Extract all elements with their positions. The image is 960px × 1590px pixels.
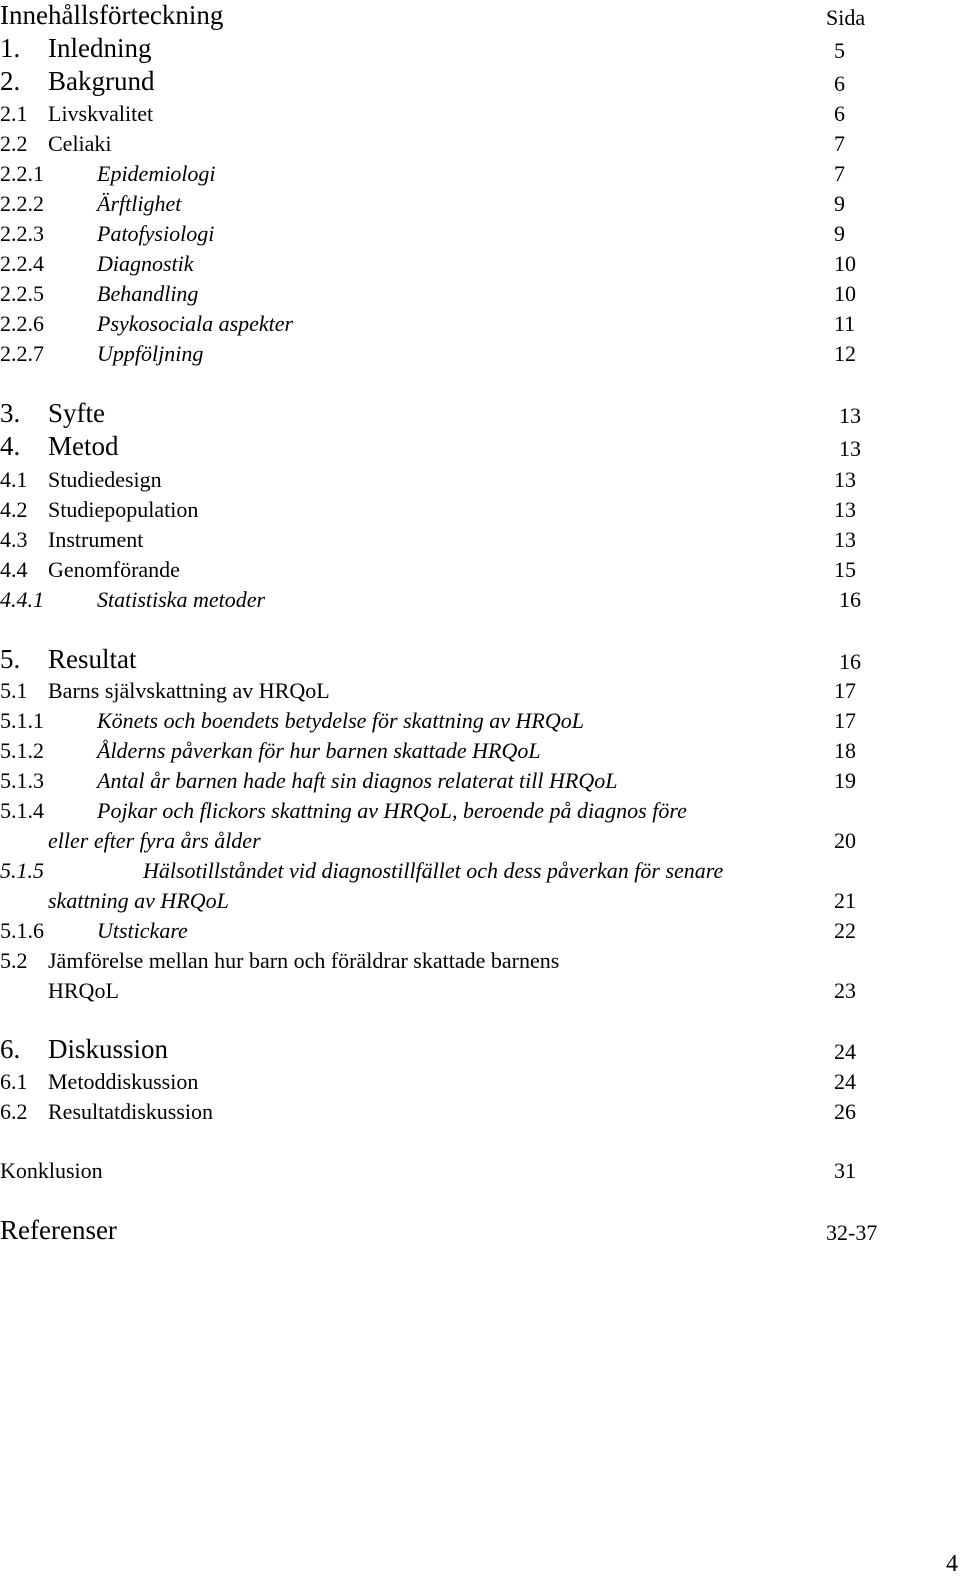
- toc-entry-title: Resultat: [48, 644, 137, 674]
- toc-entry-page: 20: [834, 828, 856, 853]
- toc-entry-page: 31: [834, 1158, 856, 1183]
- toc-entry-title: Jämförelse mellan hur barn och föräldrar skattade barnens: [48, 948, 560, 973]
- toc-entry-title: Patofysiologi: [97, 221, 215, 246]
- toc-entry-number: 4.4: [0, 557, 28, 582]
- toc-entry-page: 6: [834, 71, 845, 96]
- toc-entry-title: Epidemiologi: [97, 161, 216, 186]
- toc-entry-title-continued: HRQoL: [48, 978, 119, 1003]
- toc-entry-page: 32-37: [826, 1220, 878, 1245]
- toc-entry-page: 10: [834, 251, 856, 276]
- toc-entry-title: Inledning: [48, 33, 152, 63]
- toc-entry-title: Behandling: [97, 281, 199, 306]
- toc-entry-page: 18: [834, 738, 856, 763]
- toc-entry-page: 13: [839, 403, 861, 428]
- toc-entry-number: 5.2: [0, 948, 28, 973]
- toc-entry-title-continued: eller efter fyra års ålder: [48, 828, 261, 853]
- toc-entry-page: 13: [839, 436, 861, 461]
- toc-entry-title: Pojkar och flickors skattning av HRQoL, beroende på diagnos före: [97, 798, 687, 823]
- toc-entry-title: Metoddiskussion: [48, 1069, 199, 1094]
- toc-entry-number: 4.: [0, 431, 21, 461]
- toc-entry-page: 13: [834, 527, 856, 552]
- toc-entry-page: 15: [834, 557, 856, 582]
- toc-entry-title: Celiaki: [48, 131, 112, 156]
- toc-entry-title: Könets och boendets betydelse för skattning av HRQoL: [97, 708, 584, 733]
- toc-entry-number: 6.: [0, 1034, 21, 1064]
- toc-entry-page: 17: [834, 678, 856, 703]
- toc-entry-page: 9: [834, 221, 845, 246]
- toc-entry-number: 2.2.3: [0, 221, 44, 246]
- toc-entry-page: 21: [834, 888, 856, 913]
- toc-entry-page: 24: [834, 1069, 856, 1094]
- toc-entry-title: Psykosociala aspekter: [97, 311, 294, 336]
- toc-entry-title: Ärftlighet: [97, 191, 182, 216]
- toc-entry-number: 5.1.4: [0, 798, 44, 823]
- toc-entry-number: 4.2: [0, 497, 28, 522]
- toc-entry-title: Studiepopulation: [48, 497, 199, 522]
- toc-entry-number: 6.1: [0, 1069, 28, 1094]
- toc-entry-page: 24: [834, 1039, 856, 1064]
- toc-entry-number: 5.1.5: [0, 858, 44, 883]
- toc-entry-number: 2.2.7: [0, 341, 44, 366]
- toc-entry-number: 5.1.6: [0, 918, 44, 943]
- toc-entry-number: 2.2: [0, 131, 28, 156]
- toc-title: Innehållsförteckning: [0, 0, 224, 30]
- toc-entry-page: 11: [834, 311, 856, 336]
- toc-entry-number: 2.1: [0, 101, 28, 126]
- toc-entry-title: Bakgrund: [48, 66, 155, 96]
- toc-entry-number: 5.1: [0, 678, 28, 703]
- toc-entry-number: 4.4.1: [0, 587, 44, 612]
- toc-entry-number: 2.2.6: [0, 311, 44, 336]
- toc-entry-number: 3.: [0, 398, 21, 428]
- toc-entry-page: 7: [834, 131, 845, 156]
- toc-entry-number: 5.1.2: [0, 738, 44, 763]
- toc-entry-page: 19: [834, 768, 856, 793]
- toc-entry-number: 5.1.1: [0, 708, 44, 733]
- toc-entry-page: 17: [834, 708, 856, 733]
- toc-entry-page: 22: [834, 918, 856, 943]
- toc-entry-page: 6: [834, 101, 845, 126]
- toc-entry-number: 2.2.2: [0, 191, 44, 216]
- toc-entry-title: Antal år barnen hade haft sin diagnos relaterat till HRQoL: [97, 768, 618, 793]
- toc-entry-page: 16: [839, 649, 861, 674]
- toc-entry-number: 2.: [0, 66, 21, 96]
- toc-entry-title: Uppföljning: [97, 341, 204, 366]
- toc-entry-page: 9: [834, 191, 845, 216]
- toc-entry-title-continued: skattning av HRQoL: [48, 888, 229, 913]
- toc-entry-title: Instrument: [48, 527, 144, 552]
- toc-entry-title: Ålderns påverkan för hur barnen skattade HRQoL: [97, 738, 541, 763]
- toc-entry-page: 23: [834, 978, 856, 1003]
- toc-page-column-label: Sida: [826, 5, 866, 30]
- toc-entry-page: 7: [834, 161, 845, 186]
- page-number: 4: [946, 1551, 958, 1577]
- toc-entry-title: Studiedesign: [48, 467, 162, 492]
- toc-entry-title: Diagnostik: [97, 251, 194, 276]
- toc-entry-title: Livskvalitet: [48, 101, 154, 126]
- toc-entry-number: 2.2.5: [0, 281, 44, 306]
- toc-entry-page: 10: [834, 281, 856, 306]
- toc-entry-number: 4.1: [0, 467, 28, 492]
- toc-entry-title: Konklusion: [0, 1158, 103, 1183]
- toc-entry-title: Genomförande: [48, 557, 180, 582]
- toc-entry-page: 13: [834, 497, 856, 522]
- toc-entry-page: 16: [839, 587, 861, 612]
- toc-entry-page: 5: [834, 38, 845, 63]
- toc-entry-title: Utstickare: [97, 918, 188, 943]
- toc-entry-number: 6.2: [0, 1099, 28, 1124]
- toc-entry-number: 5.1.3: [0, 768, 44, 793]
- toc-entry-title: Statistiska metoder: [97, 587, 266, 612]
- toc-entry-title: Syfte: [48, 398, 105, 428]
- toc-entry-title: Metod: [48, 431, 119, 461]
- toc-entry-number: 1.: [0, 33, 21, 63]
- toc-entry-number: 4.3: [0, 527, 28, 552]
- toc-entry-page: 13: [834, 467, 856, 492]
- toc-entry-title: Referenser: [0, 1215, 117, 1245]
- toc-entry-number: 5.: [0, 644, 21, 674]
- toc-entry-title: Diskussion: [48, 1034, 169, 1064]
- toc-entry-page: 26: [834, 1099, 856, 1124]
- toc-entry-number: 2.2.1: [0, 161, 44, 186]
- toc-entry-page: 12: [834, 341, 856, 366]
- toc-entry-number: 2.2.4: [0, 251, 44, 276]
- toc-entry-title: Barns självskattning av HRQoL: [48, 678, 330, 703]
- toc-entry-title: Hälsotillståndet vid diagnostillfället och dess påverkan för senare: [143, 858, 724, 883]
- toc-entry-title: Resultatdiskussion: [48, 1099, 214, 1124]
